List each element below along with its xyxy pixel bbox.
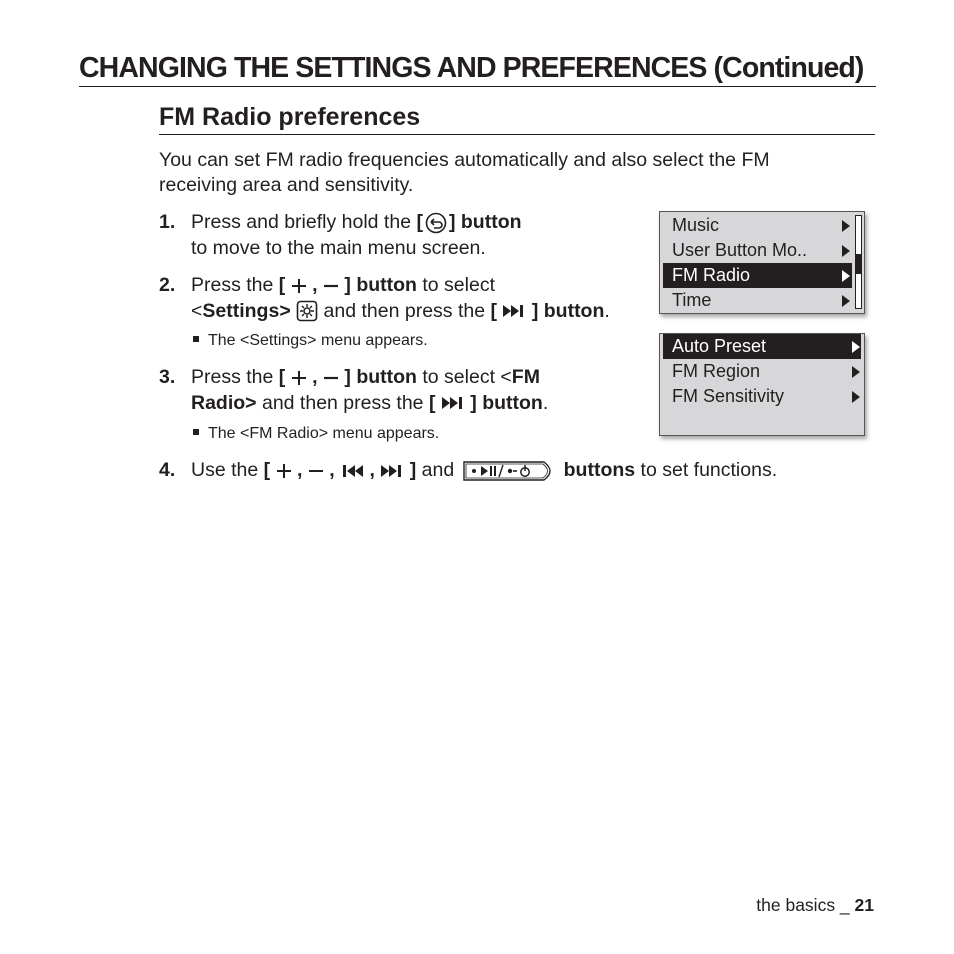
button-ref: [	[416, 211, 423, 233]
step-text: Press the	[191, 274, 279, 296]
step-text: to select	[416, 274, 495, 296]
menu-ref: Settings>	[202, 299, 291, 322]
menu-item-label: FM Sensitivity	[672, 386, 785, 406]
menu-item-fm-region[interactable]	[663, 359, 861, 384]
note-text: The <FM Radio> menu appears.	[208, 425, 440, 442]
note-text: The <Settings> menu appears.	[208, 332, 428, 349]
button-ref: ] button	[338, 274, 417, 296]
button-ref: [	[278, 366, 291, 388]
step-text: to set functions.	[635, 459, 778, 481]
button-ref: ] button	[338, 366, 417, 388]
button-ref: ] button	[526, 299, 605, 322]
button-ref: ,	[323, 459, 341, 481]
intro-line-1: You can set FM radio frequencies automatically and also select the FM	[159, 149, 770, 171]
menu-ref: FM	[511, 366, 540, 388]
skip-forward-icon	[380, 464, 404, 478]
button-ref: [	[490, 299, 503, 322]
menu-item-label: Music	[672, 215, 720, 235]
button-ref: [	[428, 391, 441, 414]
intro-paragraph	[159, 148, 875, 198]
plus-icon	[276, 463, 292, 479]
bullet	[193, 429, 199, 435]
device-screen-main-menu	[659, 211, 865, 314]
step-2-note	[193, 331, 428, 351]
step-number: 3.	[159, 366, 176, 388]
skip-forward-icon	[441, 396, 465, 410]
step-text: and	[416, 459, 460, 481]
scrollbar[interactable]	[855, 215, 862, 309]
step-text: Press the	[191, 366, 279, 388]
arrow-right-icon	[852, 341, 860, 353]
button-ref: [	[263, 459, 276, 481]
menu-item-label: User Button Mo..	[672, 240, 808, 260]
page-footer	[756, 894, 874, 916]
menu-item-label: Auto Preset	[672, 336, 767, 356]
skip-forward-icon	[502, 304, 526, 318]
device-screen-fm-radio-menu	[659, 333, 865, 436]
step-text: and then press the	[318, 299, 491, 322]
step-text: to move to the main menu screen.	[191, 236, 486, 259]
button-ref: ] button	[448, 211, 522, 233]
arrow-right-icon	[842, 220, 850, 232]
scrollbar-thumb[interactable]	[856, 254, 861, 274]
arrow-right-icon	[852, 366, 860, 378]
menu-item-time[interactable]	[663, 288, 852, 313]
menu-item-auto-preset[interactable]	[663, 334, 861, 359]
step-text: Use the	[191, 459, 264, 481]
skip-back-icon	[340, 464, 364, 478]
settings-icon	[296, 300, 318, 322]
menu-item-fm-radio[interactable]	[663, 263, 852, 288]
menu-item-label: FM Region	[672, 361, 761, 381]
button-ref: buttons	[563, 459, 636, 481]
button-ref: ,	[291, 459, 308, 481]
arrow-right-icon	[852, 391, 860, 403]
button-ref: ] button	[464, 391, 543, 414]
arrow-right-icon	[842, 245, 850, 257]
button-ref: [	[278, 274, 291, 296]
step-text: .	[542, 391, 549, 414]
arrow-right-icon	[842, 270, 850, 282]
page-title: CHANGING THE SETTINGS AND PREFERENCES (Continued)	[79, 50, 876, 87]
plus-icon	[291, 370, 307, 386]
step-number: 1.	[159, 211, 176, 233]
menu-item-label: FM Radio	[672, 265, 751, 285]
back-button-icon	[424, 212, 448, 234]
step-text: <	[191, 299, 203, 322]
step-number: 4.	[159, 459, 176, 481]
minus-icon	[308, 463, 324, 479]
section-title: FM Radio preferences	[159, 100, 875, 135]
intro-line-2: receiving area and sensitivity.	[159, 174, 414, 196]
step-text: Press and briefly hold the	[191, 211, 417, 233]
play-pause-power-button-icon	[462, 459, 558, 483]
minus-icon	[323, 370, 339, 386]
footer-text: the basics _	[756, 895, 855, 915]
button-ref: ,	[364, 459, 381, 481]
menu-item-music[interactable]	[663, 213, 852, 238]
step-text: .	[604, 299, 610, 322]
step-number: 2.	[159, 274, 176, 296]
menu-ref: Radio>	[191, 391, 257, 414]
bullet	[193, 336, 199, 342]
step-3-note	[193, 424, 439, 444]
button-ref: ,	[306, 274, 323, 296]
step-text: to select <	[416, 366, 512, 388]
button-ref: ,	[306, 366, 323, 388]
menu-item-user-button-mode[interactable]	[663, 238, 852, 263]
menu-item-label: Time	[672, 290, 712, 310]
button-ref: ]	[404, 459, 417, 481]
menu-item-fm-sensitivity[interactable]	[663, 384, 861, 409]
page-number: 21	[854, 895, 874, 915]
plus-icon	[291, 278, 307, 294]
minus-icon	[323, 278, 339, 294]
arrow-right-icon	[842, 295, 850, 307]
step-text: and then press the	[256, 391, 429, 414]
